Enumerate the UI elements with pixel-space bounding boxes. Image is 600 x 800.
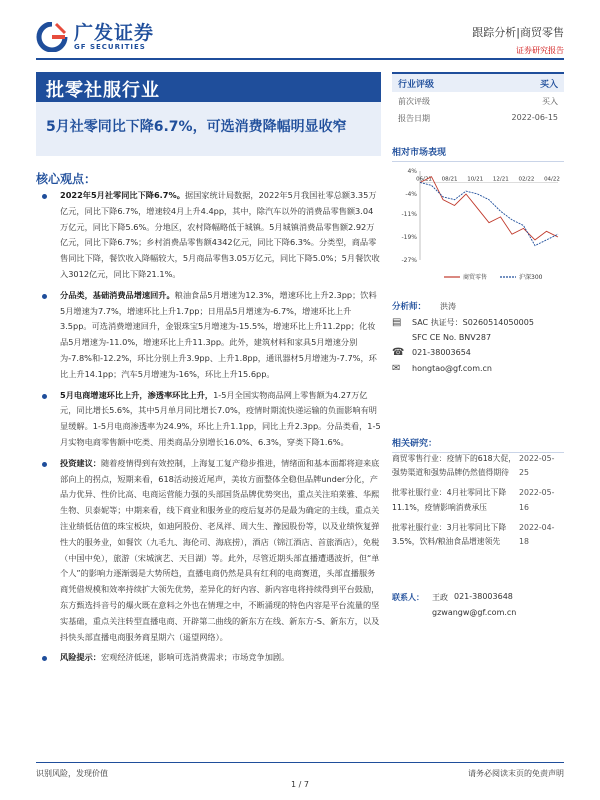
- contact-label: 联系人：: [392, 593, 424, 602]
- report-label: 证券研究报告: [516, 46, 564, 55]
- header-divider: [36, 58, 564, 60]
- page-number: 1 / 7: [291, 780, 309, 789]
- prev-rating-label: 前次评级: [398, 97, 430, 106]
- bullet-item: [36, 456, 381, 646]
- related-item[interactable]: [392, 521, 564, 549]
- bullet-text: 粮油食品5月增速为12.3%，增速环比上升2.3pp；饮料5月增速为7.7%，增速环比上升1.7pp；日用品5月增速为-6.7%，增速环比上升3.5pp。可选消费增速回升，金银珠宝5月增速为-15.5%，增速环比上升11.2pp；化妆品5月增速为-11.0%，增速环比上升11.3pp。此外，建筑材料和家具5月增速分别为-7.8%和-12.2%，环比分别上升3.9pp、上升1.8pp，通讯器材5月增速为-7.7%，环比上升14.1pp；汽车5月增速为-16%，环比上升15.6pp。: [60, 289, 377, 379]
- core-bullets: [36, 188, 381, 671]
- bullet-lead: 风险提示：: [60, 652, 101, 663]
- bullet-text: 随着疫情得到有效控制，上海复工复产稳步推进，情绪面和基本面都将迎来底部向上的拐点，短期来看，618活动接近尾声，美妆方面整体全稳但品牌under分化，产品力优异、性价比高、电商运营能力强的头部国货品牌优势突出，重点关注珀莱雅、华熙生物、贝泰妮等；中期来看，线下商业和服务业的疫后复苏仍是最为确定的主线，重点关注业绩低估值的珠宝板块，如迪阿股份、老凤祥、周大生、豫园股份等，以及业绩恢复弹性大的服务业，如餐饮（九毛九、海伦司、海底捞），酒店（锦江酒店、首旅酒店），免税（中国中免），旅游（宋城演艺、天目湖）等。此外，尽管近期头部直播遭遇波折，但“单个人”的影响力逐渐弱是大势所趋，直播电商仍然是具有红利的电商赛道，头部直播服务商凭借规模和效率持续扩大领先优势，差异化的好内容、新内容电将持续得到平台鼓励，东方甄选抖音号的爆火既在意料之外也在情理之中，不断涌现的特色内容是平台流量的坚实基础，重点关注转型直播电商、开辟第二曲线的新东方在线、新东方-S、新东方，以及抖快头部直播电商服务商星期六（遥望网络）。: [60, 457, 380, 642]
- core-heading: 核心观点：: [36, 172, 97, 186]
- related-item-title[interactable]: 商贸零售行业：疫情下的618大促，强势渠道和强势品牌仍然值得期待: [392, 454, 517, 478]
- bullet-lead: 投资建议：: [60, 457, 101, 468]
- id-card-icon: ▤: [392, 317, 402, 328]
- contact-block: [392, 592, 564, 622]
- bullet-item: [36, 288, 381, 383]
- bullet-text: 据国家统计局数据，2022年5月我国社零总额3.35万亿元，同比下降6.7%，增速较4月上升4.4pp，其中，除汽车以外的消费品零售额3.04万亿元，同比下降5.6%。分地区，农村降幅略低于城镇。5月城镇消费品零售额2.92万亿元，同比下降6.7%；乡村消费品零售额4342亿元，同比下降6.3%。分类型，商品零售同比下降，餐饮收入降幅较大，5月商品零售3.05万亿元，同比下降5.0%；5月餐饮收入3012亿元，同比下降21.1%。: [60, 190, 380, 279]
- legend-label: 沪深300: [519, 274, 543, 281]
- series-line-csi300: [420, 183, 558, 246]
- report-headline: 5月社零同比下降6.7%，可选消费降幅明显收窄: [46, 119, 347, 135]
- bullet-lead: 2022年5月社零同比下降6.7%。: [60, 190, 185, 200]
- performance-chart: [392, 165, 564, 290]
- analyst-block: [392, 300, 564, 379]
- gf-logo: [36, 22, 154, 52]
- bullet-item: [36, 388, 381, 451]
- contact-phone: 021-38003648: [454, 592, 513, 601]
- related-list: [392, 452, 564, 555]
- performance-title: 相对市场表现: [392, 145, 564, 162]
- x-tick-label: 02/22: [518, 176, 535, 183]
- x-tick-label: 06/21: [416, 176, 432, 183]
- related-item-title[interactable]: 批零社服行业：4月社零同比下降11.1%，疫情影响消费承压: [392, 488, 507, 512]
- bullet-lead: 分品类，基础消费品增速回升。: [60, 289, 175, 300]
- series-line-retail: [420, 177, 558, 240]
- industry-title: 批零社服行业: [36, 72, 381, 102]
- bullet-item: [36, 650, 381, 666]
- related-item-title[interactable]: 批零社服行业：3月社零同比下降3.5%，饮料/粮油食品增速领先: [392, 522, 507, 547]
- related-item-date: 2022-05-25: [519, 454, 555, 478]
- bullet-lead: 5月电商增速环比上升，渗透率环比上升，: [60, 389, 214, 400]
- footer-divider: [36, 762, 564, 763]
- rating-value: 买入: [539, 79, 558, 90]
- related-title: 相关研究：: [392, 436, 564, 453]
- related-item-date: 2022-05-16: [519, 488, 555, 512]
- email-icon: ✉: [392, 363, 401, 374]
- rating-details: [392, 96, 564, 124]
- prev-rating-value: 买入: [542, 97, 558, 106]
- bullet-text: 1-5月全国实物商品网上零售额为4.27万亿元，同比增长5.6%，其中5月单月同比增长7.0%，疫情时期流快递运输的负面影响有明显缓解。1-5月电商渗透率为24.9%，环比上升1.1pp，同比上升2.3pp。分品类看，1-5月实物电商零售额中吃类、用类商品分别增长16.0%、6.3%，穿类下降1.6%。: [60, 389, 381, 447]
- x-tick-label: 12/21: [492, 176, 509, 183]
- performance-chart-svg: [392, 165, 564, 290]
- title-band: [36, 72, 381, 156]
- y-tick-label: -19%: [401, 234, 417, 242]
- logo-chinese: 广发证券: [74, 22, 155, 44]
- y-tick-label: -11%: [401, 211, 417, 219]
- related-item[interactable]: [392, 452, 564, 480]
- gf-logo-icon: [36, 22, 68, 52]
- analyst-name: 洪涛: [440, 301, 457, 311]
- doc-type: 跟踪分析|商贸零售: [472, 26, 564, 39]
- footer-disclaimer: 请务必阅读末页的免责声明: [468, 769, 564, 778]
- logo-english: GF SECURITIES: [74, 43, 146, 51]
- y-tick-label: 4%: [407, 168, 417, 175]
- bullet-item: [36, 188, 381, 283]
- report-date-label: 报告日期: [398, 114, 430, 123]
- phone-icon: ☎: [392, 347, 405, 358]
- y-tick-label: -27%: [401, 257, 417, 264]
- analyst-email[interactable]: hongtao@gf.com.cn: [412, 364, 492, 373]
- analyst-phone: 021-38003654: [412, 348, 471, 357]
- analyst-label: 分析师：: [392, 302, 427, 312]
- legend-label: 商贸零售: [463, 274, 488, 281]
- contact-email[interactable]: gzwangw@gf.com.cn: [432, 608, 517, 617]
- related-item[interactable]: [392, 486, 564, 514]
- report-date-value: 2022-06-15: [511, 113, 558, 122]
- y-tick-label: -4%: [405, 190, 417, 198]
- x-tick-label: 04/22: [544, 176, 560, 183]
- rating-header: [392, 72, 564, 92]
- x-tick-label: 10/21: [467, 176, 484, 183]
- x-tick-label: 08/21: [441, 176, 458, 183]
- analyst-sac: SAC 执证号：S0260514050005: [412, 318, 534, 327]
- analyst-sfc: SFC CE No. BNV287: [412, 333, 492, 342]
- related-item-date: 2022-04-18: [519, 522, 555, 547]
- rating-label: 行业评级: [398, 79, 435, 90]
- footer-slogan: 识别风险，发现价值: [36, 769, 108, 778]
- bullet-text: 宏观经济低迷，影响可选消费需求；市场竞争加剧。: [100, 652, 290, 663]
- contact-name: 王政: [432, 593, 448, 602]
